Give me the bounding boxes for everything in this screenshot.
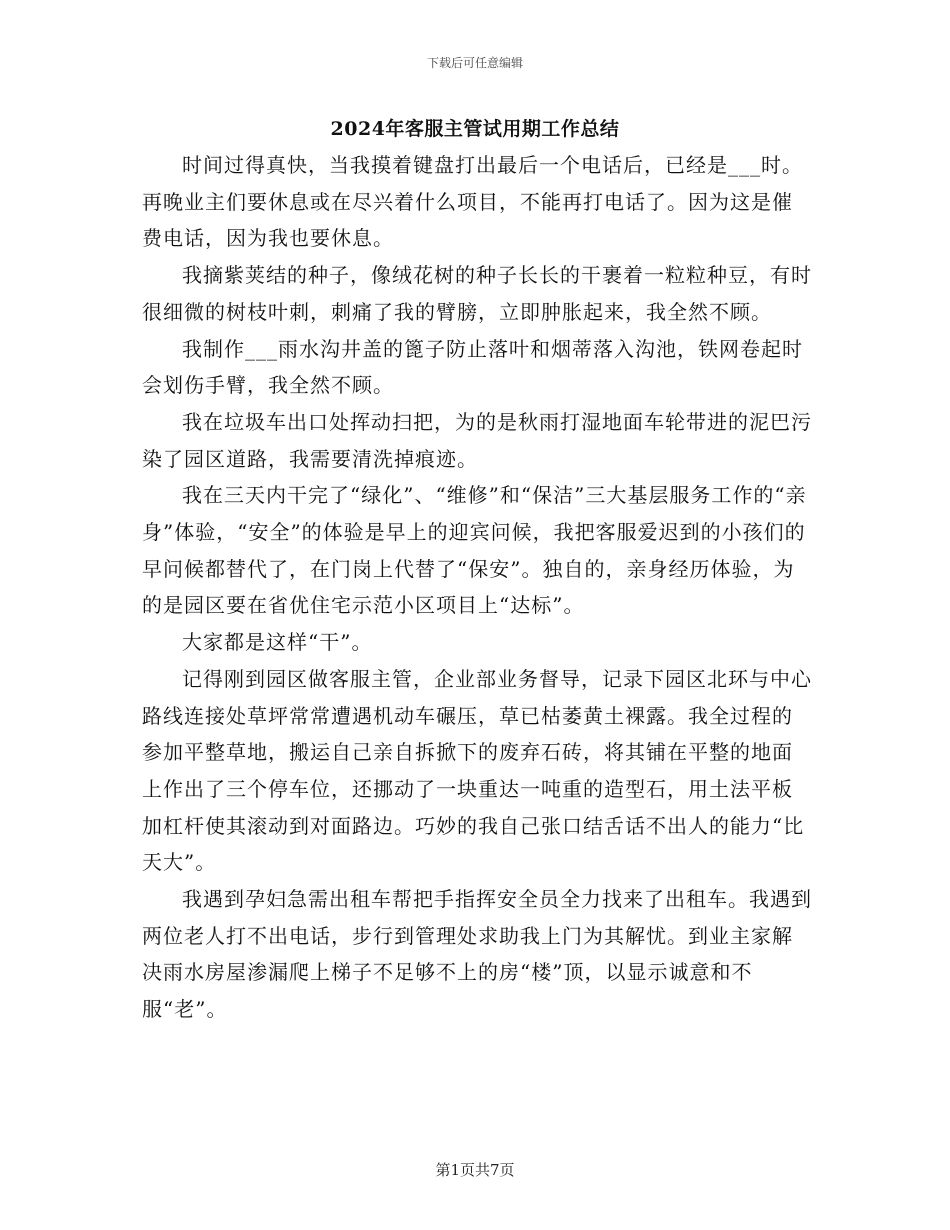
page-number-footer: 第1页共7页 bbox=[435, 1161, 515, 1179]
paragraph: 记得刚到园区做客服主管，企业部业务督导，记录下园区北环与中心路线连接处草坪常常遭遇机动车碾压，草已枯萎黄土裸露。我全过程的参加平整草地，搬运自己亲自拆掀下的废弃石砖，将其铺在平整的地面上作出了三个停车位，还挪动了一块重达一吨重的造型石，用土法平板加杠杆使其滚动到对面路边。巧妙的我自己张口结舌话不出人的能力“比天大”。 bbox=[142, 666, 812, 875]
paragraph: 我遇到孕妇急需出租车帮把手指挥安全员全力找来了出租车。我遇到两位老人打不出电话，步行到管理处求助我上门为其解忧。到业主家解决雨水房屋渗漏爬上梯子不足够不上的房“楼”顶，以显示诚意和不服“老”。 bbox=[142, 887, 812, 1022]
document-title: 2024年客服主管试用期工作总结 bbox=[330, 118, 620, 140]
paragraph: 我在垃圾车出口处挥动扫把，为的是秋雨打湿地面车轮带进的泥巴污染了园区道路，我需要清洗掉痕迹。 bbox=[142, 409, 812, 471]
paragraph: 我制作___雨水沟井盖的篦子防止落叶和烟蒂落入沟池，铁网卷起时会划伤手臂，我全然不顾。 bbox=[142, 336, 803, 398]
paragraph: 时间过得真快，当我摸着键盘打出最后一个电话后，已经是___时。再晚业主们要休息或在尽兴着什么项目，不能再打电话了。因为这是催费电话，因为我也要休息。 bbox=[142, 153, 803, 251]
page-header-note: 下载后可任意编辑 bbox=[426, 56, 523, 70]
paragraph: 大家都是这样“干”。 bbox=[182, 630, 373, 655]
document-body bbox=[142, 147, 812, 1028]
paragraph: 我摘紫荚结的种子，像绒花树的种子长长的干裹着一粒粒种豆，有时很细微的树枝叶刺，刺痛了我的臂膀，立即肿胀起来，我全然不顾。 bbox=[142, 263, 812, 324]
paragraph: 我在三天内干完了“绿化”、“维修”和“保洁”三大基层服务工作的“亲身”体验，“安全”的体验是早上的迎宾问候，我把客服爱迟到的小孩们的早问候都替代了，在门岗上代替了“保安”。独自的，亲身经历体验，为的是园区要在省优住宅示范小区项目上“达标”。 bbox=[142, 483, 807, 618]
